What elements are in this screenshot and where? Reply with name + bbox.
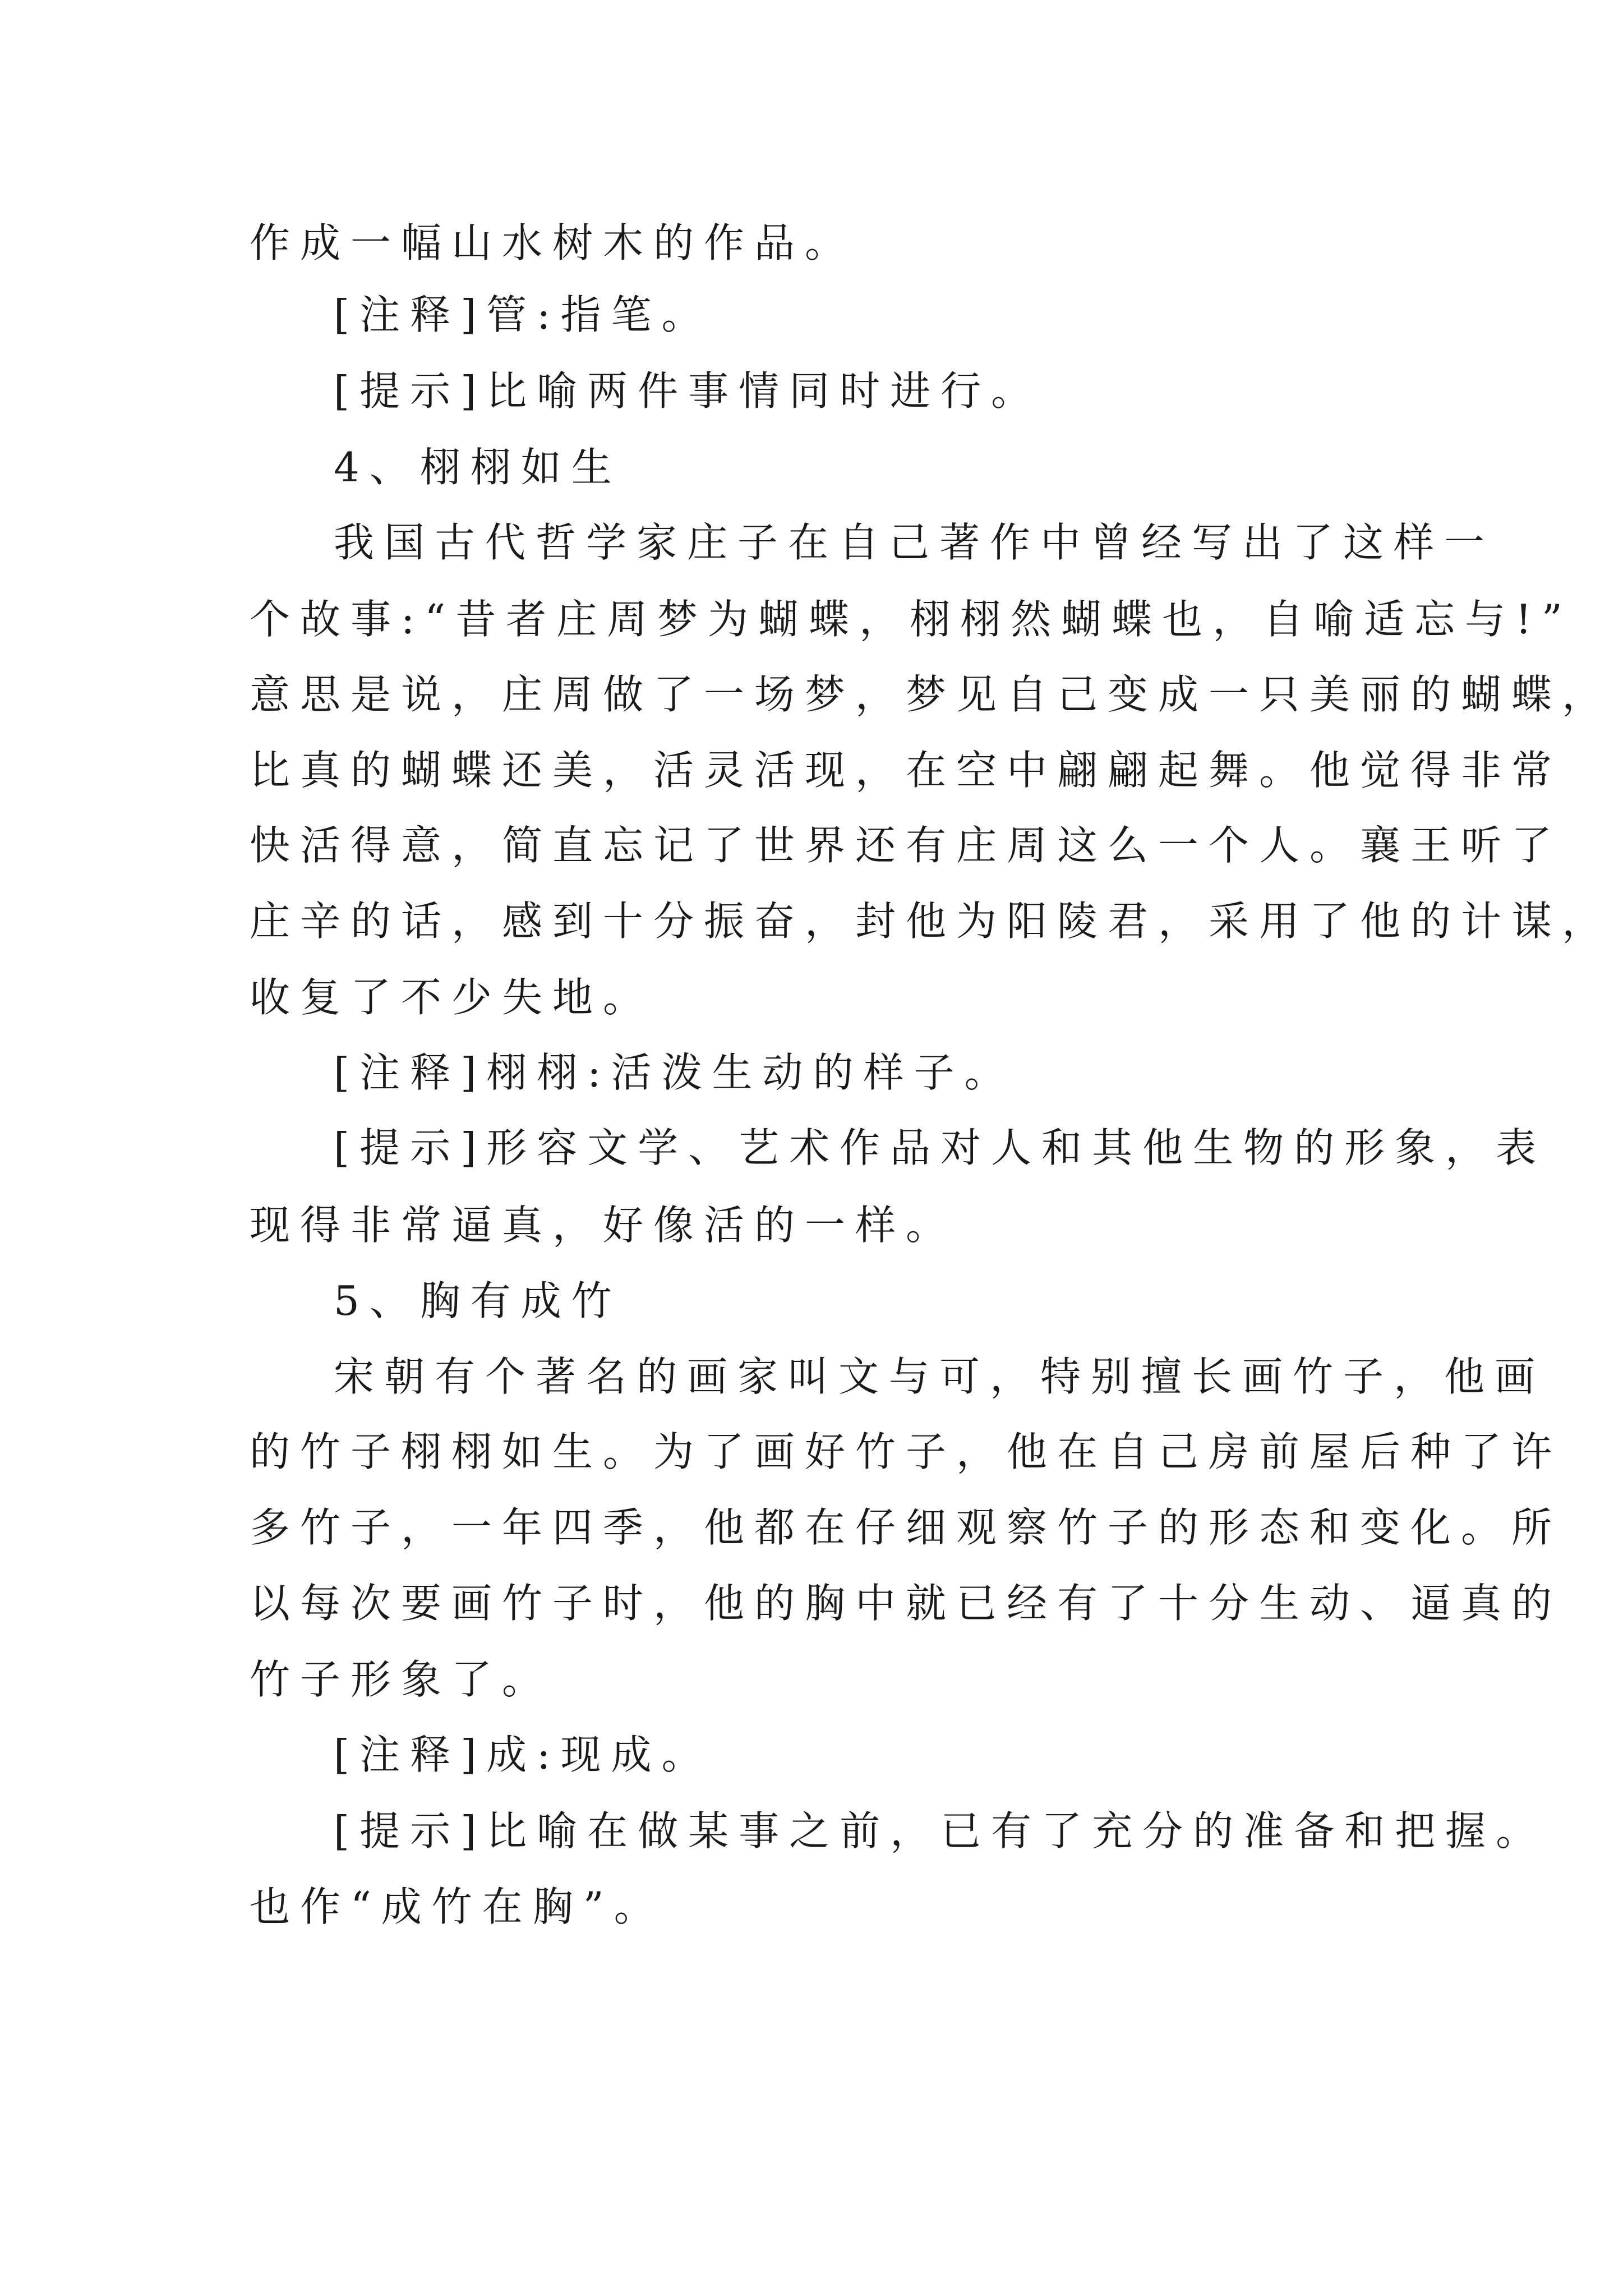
hint-line: [提示]比喻在做某事之前，已有了充分的准备和把握。	[334, 1807, 1547, 1855]
text-line: 收复了不少失地。	[250, 974, 654, 1021]
text-line: 宋朝有个著名的画家叫文与可，特别擅长画竹子，他画	[334, 1353, 1546, 1400]
hint-line: [提示]比喻两件事情同时进行。	[334, 367, 1042, 415]
text-line: 个故事:“昔者庄周梦为蝴蝶，栩栩然蝴蝶也，自喻适忘与!”	[250, 596, 1573, 643]
text-line: 比真的蝴蝶还美，活灵活现，在空中翩翩起舞。他觉得非常	[250, 747, 1562, 794]
section-heading: 5、胸有成竹	[334, 1277, 622, 1324]
text-line: 我国古代哲学家庄子在自己著作中曾经写出了这样一	[334, 519, 1495, 566]
hint-line: [提示]形容文学、艺术作品对人和其他生物的形象，表	[334, 1124, 1547, 1171]
text-line: 现得非常逼真，好像活的一样。	[250, 1202, 957, 1249]
text-line: 竹子形象了。	[250, 1656, 553, 1703]
text-line: 以每次要画竹子时，他的胸中就已经有了十分生动、逼真的	[250, 1580, 1562, 1627]
text-line: 庄辛的话，感到十分振奋，封他为阳陵君，采用了他的计谋，	[250, 898, 1613, 945]
annotation-line: [注释]栩栩:活泼生动的样子。	[334, 1049, 1015, 1096]
text-line: 也作“成竹在胸”。	[250, 1883, 665, 1930]
text-line: 快活得意，简直忘记了世界还有庄周这么一个人。襄王听了	[250, 822, 1562, 869]
text-line: 的竹子栩栩如生。为了画好竹子，他在自己房前屋后种了许	[250, 1428, 1562, 1475]
text-line: 多竹子，一年四季，他都在仔细观察竹子的形态和变化。所	[250, 1504, 1562, 1551]
section-heading: 4、栩栩如生	[334, 444, 622, 491]
text-line: 作成一幅山水树木的作品。	[250, 219, 856, 266]
annotation-line: [注释]成:现成。	[334, 1731, 712, 1778]
text-line: 意思是说，庄周做了一场梦，梦见自己变成一只美丽的蝴蝶，	[250, 671, 1613, 718]
annotation-line: [注释]管:指笔。	[334, 291, 712, 338]
